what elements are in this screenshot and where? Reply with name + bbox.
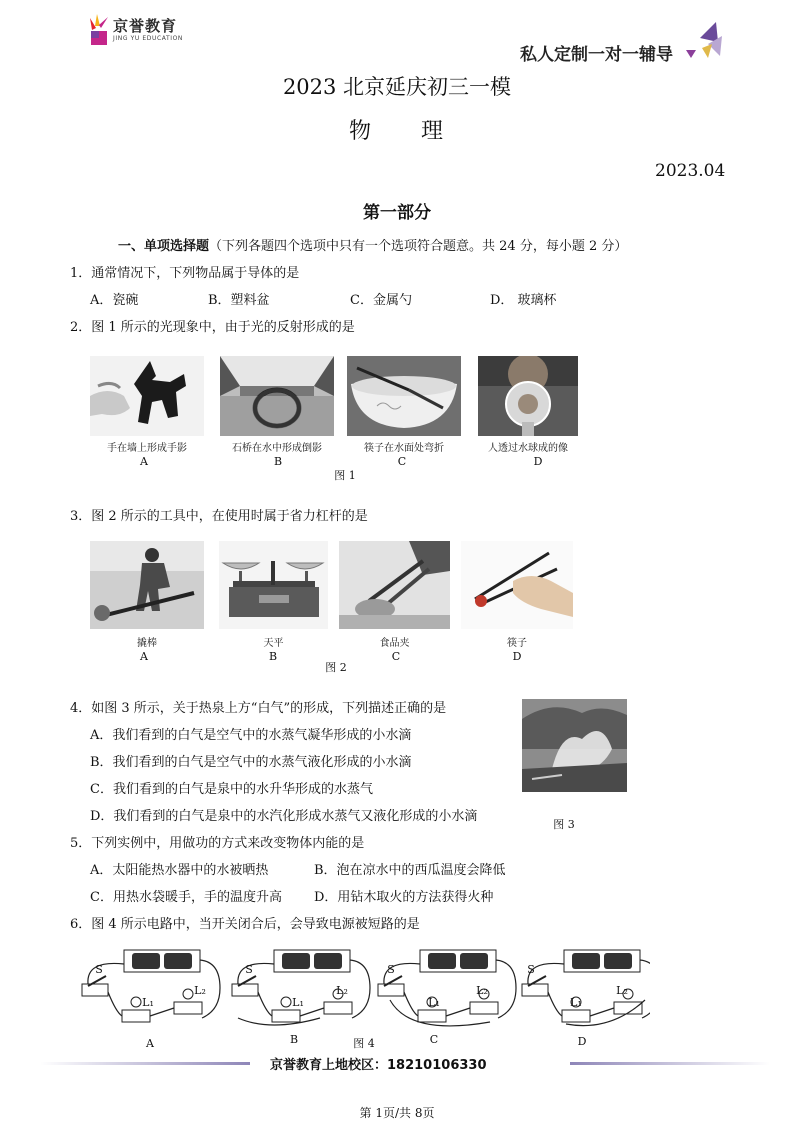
logo-mark-icon xyxy=(88,14,110,46)
triangle-decoration-icon xyxy=(686,22,726,58)
circuit-a-l1-label: L₁ xyxy=(142,996,154,1009)
fig2-letter-c: C xyxy=(391,650,401,663)
fig4-letter-a: A xyxy=(146,1037,154,1050)
circuit-d-l2-label: L₂ xyxy=(616,984,628,997)
exam-date: 2023.04 xyxy=(655,161,726,181)
figure-3-label: 图 3 xyxy=(553,818,575,831)
water-ball-image xyxy=(478,356,578,436)
fig2-letter-a: A xyxy=(140,650,148,663)
circuit-a-switch-label: S xyxy=(95,963,103,976)
q5-option-c: C．用热水袋暖手，手的温度升高 xyxy=(90,890,282,905)
q1-option-a: A．瓷碗 xyxy=(90,293,139,308)
fig1-letter-c: C xyxy=(397,455,407,468)
exam-title: 2023 北京延庆初三一模 xyxy=(282,75,512,99)
circuit-d-switch-label: S xyxy=(527,963,535,976)
footer-divider-right xyxy=(570,1062,770,1065)
food-tongs-image xyxy=(339,541,450,629)
question-2-stem: 2．图 1 所示的光现象中，由于光的反射形成的是 xyxy=(70,320,355,335)
section-note: （下列各题四个选项中只有一个选项符合题意。共 24 分，每小题 2 分） xyxy=(209,239,628,254)
question-5-stem: 5．下列实例中，用做功的方式来改变物体内能的是 xyxy=(70,836,365,851)
figure-4-label: 图 4 xyxy=(353,1037,375,1050)
question-6-stem: 6．图 4 所示电路中，当开关闭合后，会导致电源被短路的是 xyxy=(70,917,420,932)
fig1-caption-c: 筷子在水面处弯折 xyxy=(364,443,444,454)
q4-option-a: A．我们看到的白气是空气中的水蒸气凝华形成的小水滴 xyxy=(90,728,412,743)
q5-option-d: D．用钻木取火的方法获得火种 xyxy=(314,890,494,905)
circuit-diagrams xyxy=(70,940,650,1040)
q4-option-b: B．我们看到的白气是空气中的水蒸气液化形成的小水滴 xyxy=(90,755,412,770)
fig4-letter-d: D xyxy=(577,1035,587,1048)
fig4-letter-b: B xyxy=(289,1033,299,1046)
q1-option-c: C．金属勺 xyxy=(350,293,412,308)
chopsticks-image xyxy=(461,541,573,629)
fig1-caption-b: 石桥在水中形成倒影 xyxy=(232,443,322,454)
section-heading xyxy=(118,235,627,254)
fig1-caption-a: 手在墙上形成手影 xyxy=(107,443,187,454)
logo-text: 京誉教育 xyxy=(113,17,178,35)
q1-option-b: B．塑料盆 xyxy=(208,293,270,308)
section-label: 一、单项选择题 xyxy=(118,239,210,254)
fig2-caption-c: 食品夹 xyxy=(379,638,410,649)
fig2-caption-d: 筷子 xyxy=(507,638,527,649)
crowbar-image xyxy=(90,541,204,629)
fig2-letter-d: D xyxy=(512,650,522,663)
fig1-letter-a: A xyxy=(140,455,148,468)
footer-contact: 京誉教育上地校区：18210106330 xyxy=(270,1058,487,1073)
q5-option-b: B．泡在凉水中的西瓜温度会降低 xyxy=(314,863,506,878)
footer-divider-left xyxy=(40,1062,250,1065)
fig4-letter-c: C xyxy=(429,1033,439,1046)
bridge-reflection-image xyxy=(220,356,334,436)
circuit-c-l1-label: L₁ xyxy=(428,996,440,1009)
logo xyxy=(88,14,198,48)
circuit-c-l2-label: L₂ xyxy=(476,984,488,997)
fig1-letter-b: B xyxy=(273,455,283,468)
part-heading: 第一部分 xyxy=(363,203,431,223)
figure-2-label: 图 2 xyxy=(325,661,347,674)
tagline: 私人定制一对一辅导 xyxy=(520,45,673,65)
q4-option-d: D．我们看到的白气是泉中的水汽化形成水蒸气又液化形成的小水滴 xyxy=(90,809,478,824)
q1-option-d: D． 玻璃杯 xyxy=(490,293,557,308)
circuit-a-l2-label: L₂ xyxy=(194,984,206,997)
fig2-letter-b: B xyxy=(268,650,278,663)
hot-spring-image xyxy=(522,699,627,792)
question-3-stem: 3．图 2 所示的工具中，在使用时属于省力杠杆的是 xyxy=(70,509,368,524)
circuit-d-l1-label: L₁ xyxy=(570,996,582,1009)
balance-scale-image xyxy=(219,541,328,629)
q5-option-a: A．太阳能热水器中的水被晒热 xyxy=(90,863,269,878)
question-4-stem: 4．如图 3 所示，关于热泉上方“白气”的形成，下列描述正确的是 xyxy=(70,701,447,716)
figure-1-label: 图 1 xyxy=(334,469,356,482)
page-number: 第 1页/共 8页 xyxy=(359,1106,435,1120)
hand-shadow-image xyxy=(90,356,204,436)
fig1-caption-d: 人透过水球成的像 xyxy=(488,443,568,454)
fig2-caption-b: 天平 xyxy=(263,638,284,649)
fig1-letter-d: D xyxy=(533,455,543,468)
fig2-caption-a: 撬棒 xyxy=(137,638,157,649)
logo-subtext: JING YU EDUCATION xyxy=(113,35,184,42)
circuit-c-switch-label: S xyxy=(387,963,395,976)
chopstick-bowl-image xyxy=(347,356,461,436)
circuit-b-l2-label: L₂ xyxy=(336,984,348,997)
circuit-b-l1-label: L₁ xyxy=(292,996,304,1009)
circuit-b-switch-label: S xyxy=(245,963,253,976)
subject-title: 物 理 xyxy=(348,119,445,144)
question-1-stem: 1．通常情况下，下列物品属于导体的是 xyxy=(70,266,300,281)
q4-option-c: C．我们看到的白气是泉中的水升华形成的水蒸气 xyxy=(90,782,373,797)
